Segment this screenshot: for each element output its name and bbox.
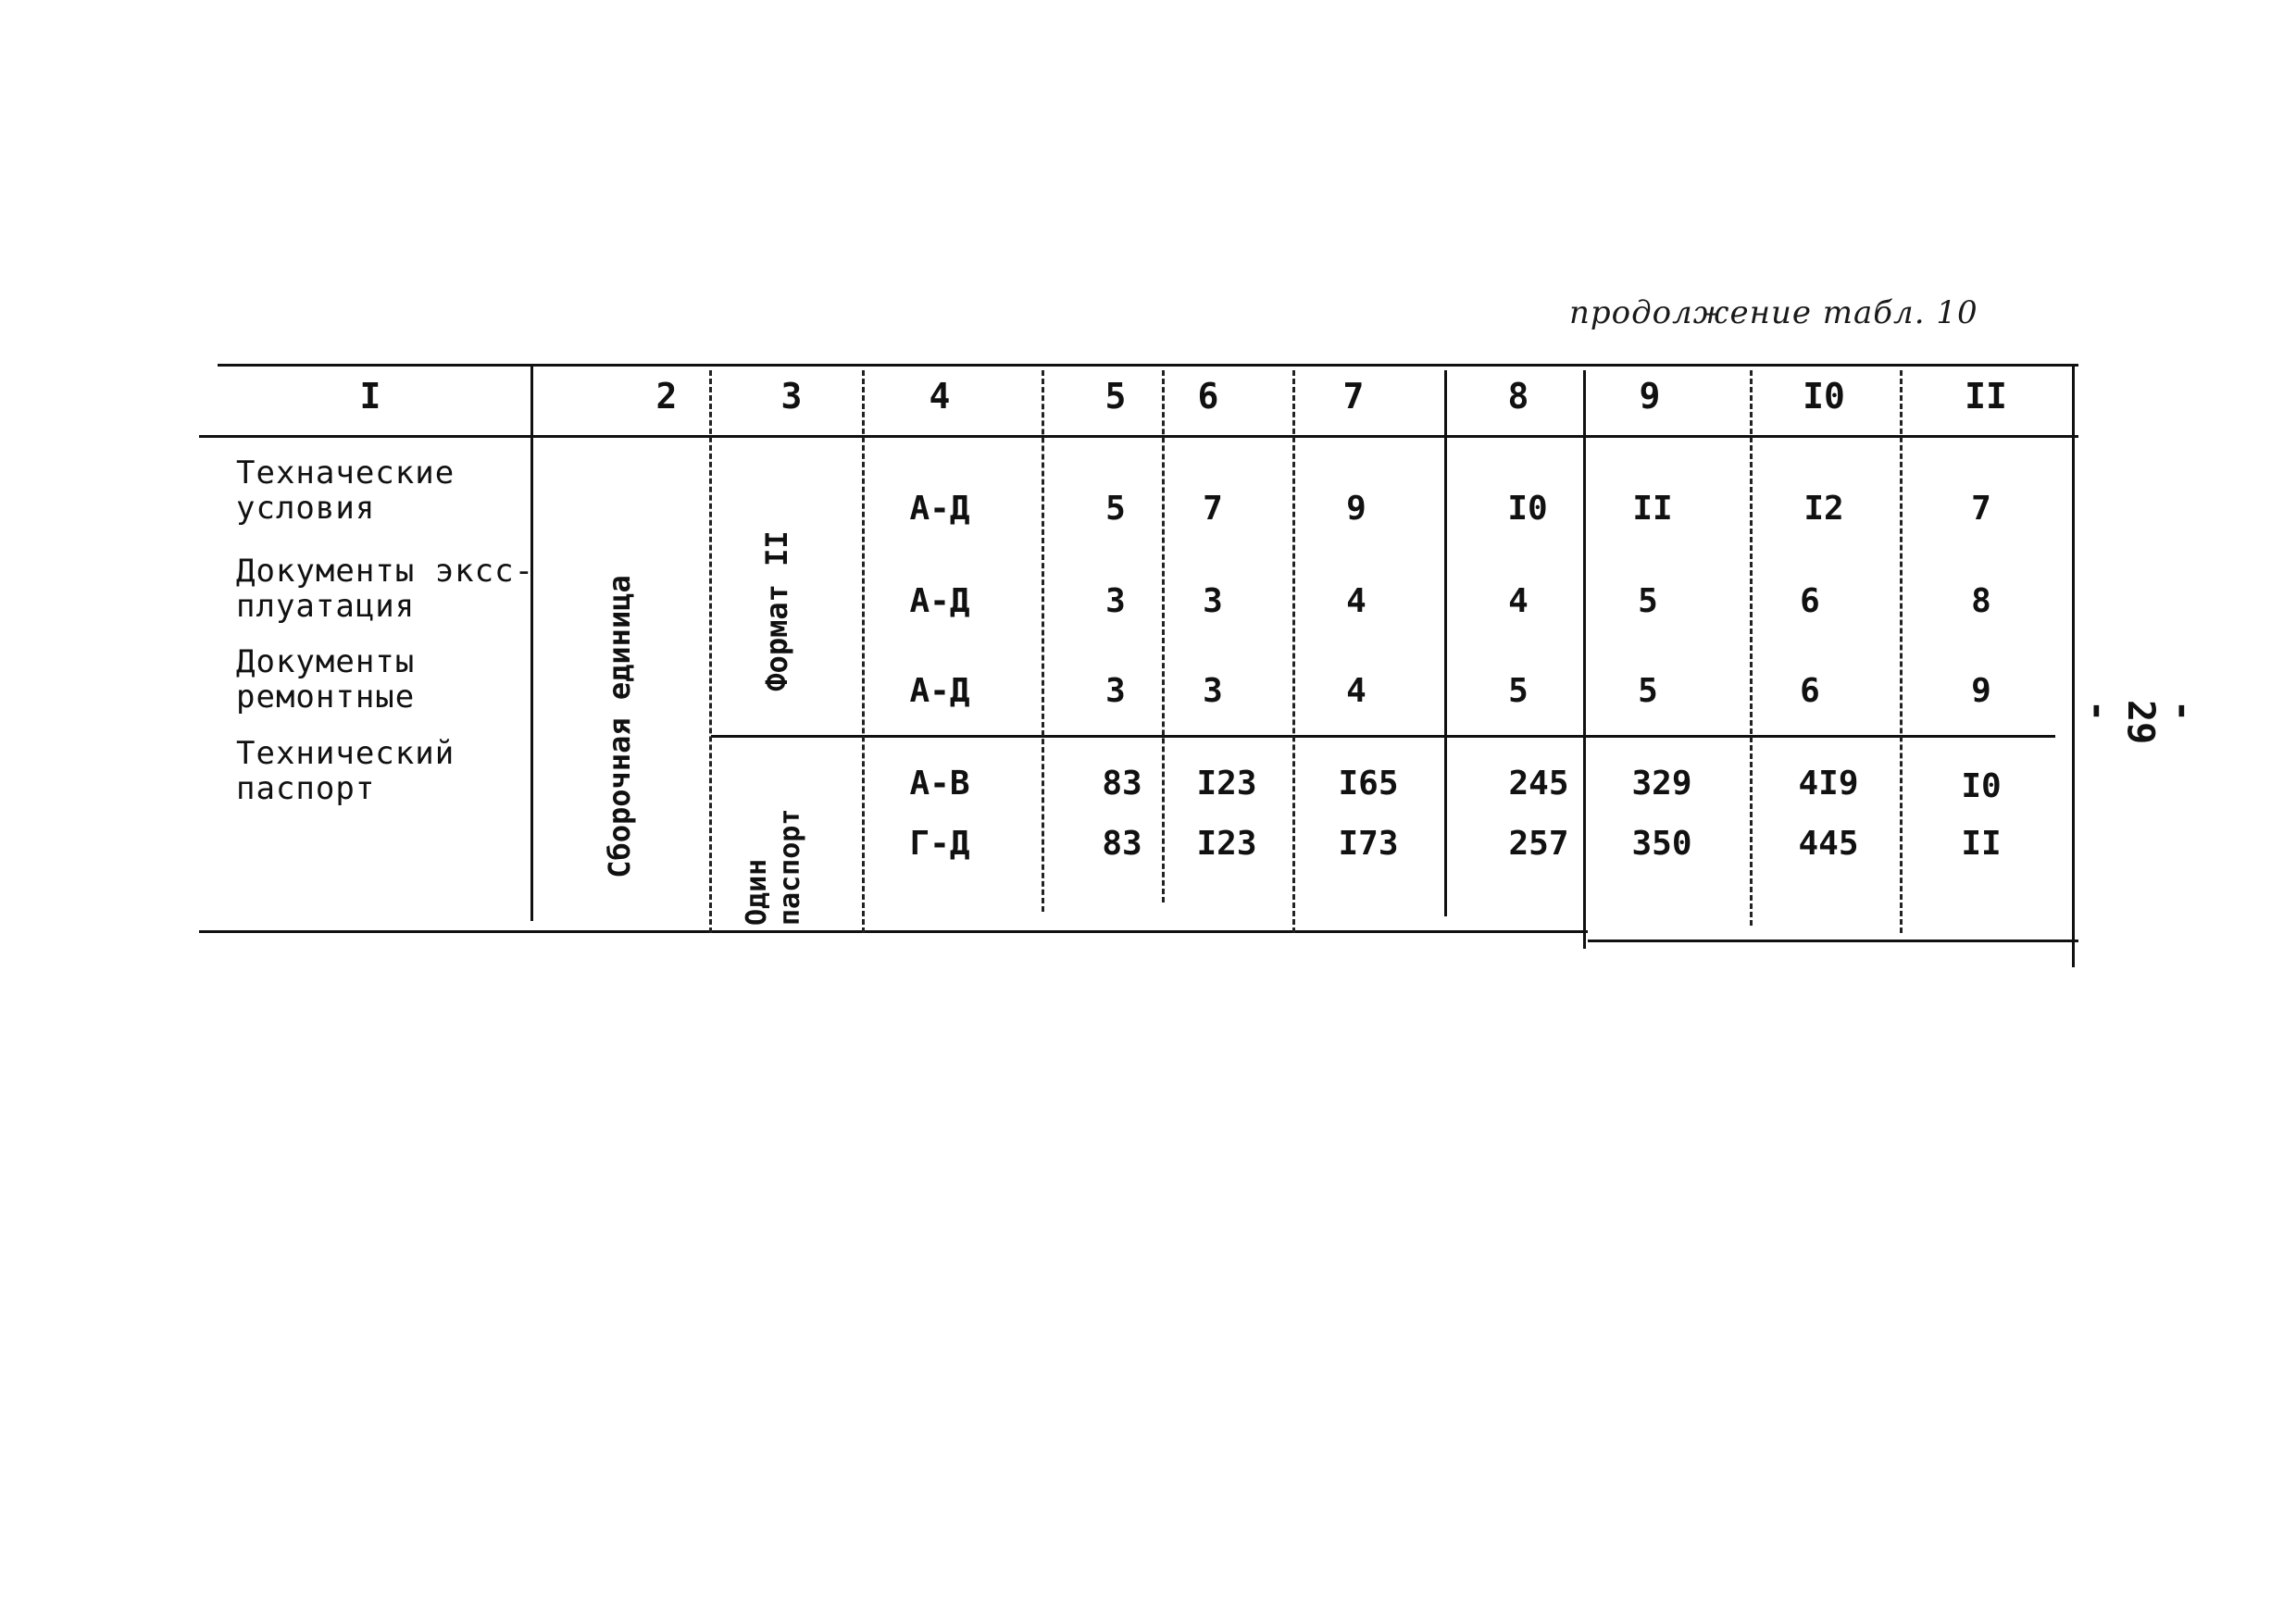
cell-r2-c8: 4 (1508, 582, 1529, 620)
cell-r3-c10: 6 (1800, 672, 1820, 710)
cell-r4-c5: 83 (1102, 765, 1142, 803)
table-continuation-caption: продолжение табл. 10 (1569, 294, 1978, 331)
cell-r4-c4: А-В (909, 765, 970, 803)
row-label-repair-documents: Документы ремонтные (236, 643, 416, 716)
header-col-7: 7 (1342, 376, 1365, 417)
cell-r3-c4: А-Д (909, 672, 970, 710)
cell-r1-c11: 7 (1971, 490, 1991, 528)
cell-r2-c6: 3 (1203, 582, 1223, 620)
header-col-4: 4 (929, 376, 951, 417)
assembly-unit-vertical-label: Сборочная единица (602, 575, 637, 878)
table-top-border (218, 364, 2078, 367)
cell-r1-c10: I2 (1803, 490, 1844, 528)
cell-r5-c6: I23 (1196, 825, 1257, 863)
table-bottom-border (199, 930, 1588, 933)
cell-r1-c9: II (1632, 490, 1673, 528)
cell-r4-c11: I0 (1961, 767, 2002, 805)
col-divider-6-7 (1292, 370, 1295, 933)
cell-r5-c7: I73 (1338, 825, 1399, 863)
cell-r1-c5: 5 (1105, 490, 1126, 528)
cell-r5-c11: II (1961, 825, 2002, 863)
format-vertical-label: Формат II (759, 530, 794, 691)
cell-r2-c7: 4 (1346, 582, 1366, 620)
header-col-11: II (1965, 376, 2007, 417)
cell-r2-c11: 8 (1971, 582, 1991, 620)
one-passport-vertical-label: Один паспорт (741, 808, 806, 926)
row-label-technical-passport: Технический паспорт (236, 735, 455, 807)
header-col-5: 5 (1104, 376, 1127, 417)
row-label-operation-documents: Документы эксс- плуатация (236, 553, 535, 625)
cell-r1-c4: А-Д (909, 490, 970, 528)
col-divider-5-6 (1162, 370, 1165, 902)
cell-r2-c5: 3 (1105, 582, 1126, 620)
cell-r5-c8: 257 (1508, 825, 1569, 863)
col-divider-7-8 (1444, 370, 1447, 916)
col-divider-10-11 (1900, 370, 1903, 933)
header-col-8: 8 (1507, 376, 1529, 417)
table-bottom-border-right (1588, 940, 2078, 942)
cell-r5-c9: 350 (1631, 825, 1692, 863)
section-divider (711, 735, 2055, 738)
cell-r2-c4: А-Д (909, 582, 970, 620)
header-col-2: 2 (655, 376, 678, 417)
cell-r3-c5: 3 (1105, 672, 1126, 710)
cell-r4-c6: I23 (1196, 765, 1257, 803)
cell-r3-c9: 5 (1638, 672, 1658, 710)
table-right-border (2072, 366, 2075, 967)
row-label-technical-conditions: Техначеские условия (236, 454, 455, 527)
header-col-9: 9 (1639, 376, 1661, 417)
cell-r2-c10: 6 (1800, 582, 1820, 620)
page-number: - 29 - (2077, 700, 2204, 745)
cell-r1-c7: 9 (1346, 490, 1366, 528)
col-divider-3-4 (862, 370, 865, 933)
header-col-10: I0 (1803, 376, 1845, 417)
cell-r4-c7: I65 (1338, 765, 1399, 803)
col-divider-1-2 (530, 366, 533, 921)
cell-r5-c4: Г-Д (909, 825, 970, 863)
cell-r3-c6: 3 (1203, 672, 1223, 710)
header-col-6: 6 (1197, 376, 1219, 417)
col-divider-4-5 (1042, 370, 1044, 912)
header-col-3: 3 (780, 376, 803, 417)
cell-r4-c9: 329 (1631, 765, 1692, 803)
cell-r5-c5: 83 (1102, 825, 1142, 863)
col-divider-2-3 (709, 370, 712, 933)
cell-r3-c8: 5 (1508, 672, 1529, 710)
header-bottom-border (199, 435, 2078, 438)
cell-r1-c8: I0 (1507, 490, 1548, 528)
cell-r4-c10: 4I9 (1798, 765, 1859, 803)
cell-r5-c10: 445 (1798, 825, 1859, 863)
cell-r3-c11: 9 (1971, 672, 1991, 710)
cell-r1-c6: 7 (1203, 490, 1223, 528)
cell-r3-c7: 4 (1346, 672, 1366, 710)
cell-r2-c9: 5 (1638, 582, 1658, 620)
col-divider-9-10 (1750, 370, 1753, 926)
header-col-1: I (359, 376, 381, 417)
cell-r4-c8: 245 (1508, 765, 1569, 803)
